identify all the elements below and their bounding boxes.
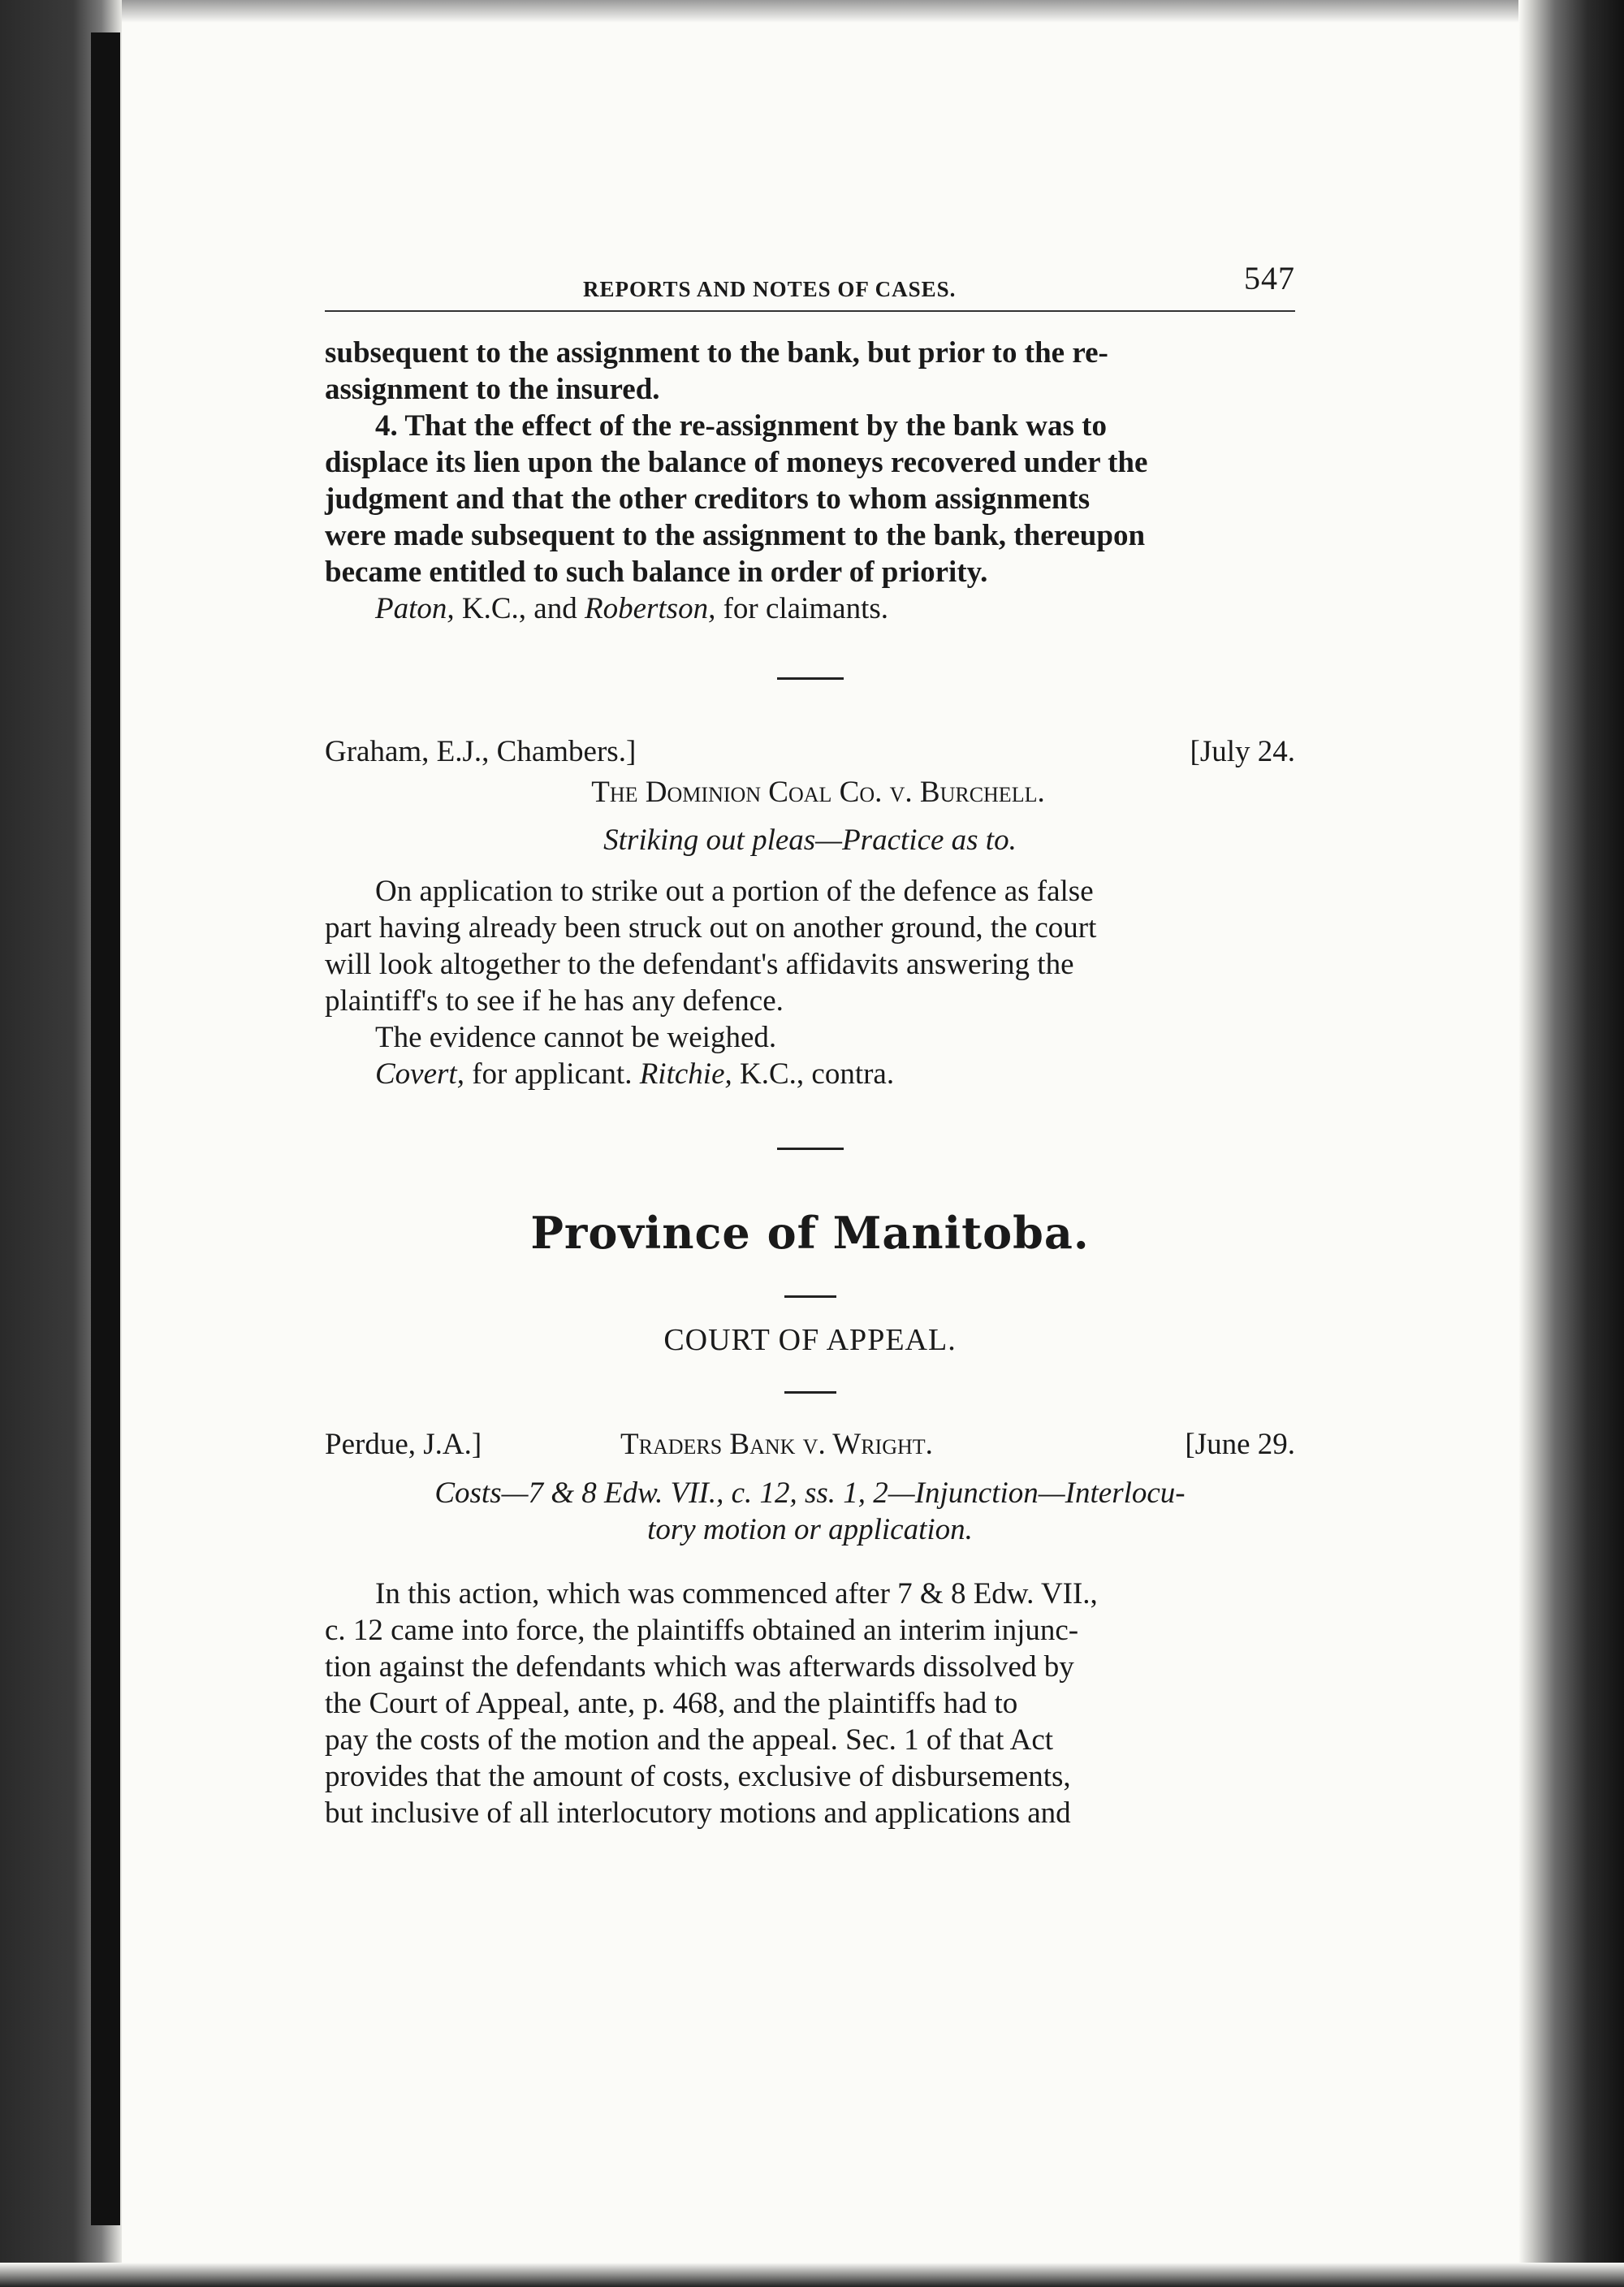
- continued-headnote: [325, 335, 1295, 590]
- counsel-text: for applicant.: [464, 1057, 640, 1091]
- case-heading: [325, 1426, 1295, 1467]
- judge: Perdue, J.A.]: [325, 1428, 482, 1461]
- counsel-line: [325, 590, 1295, 627]
- scan-shadow-bottom: [0, 2263, 1624, 2287]
- case-heading: [325, 733, 1295, 774]
- province-heading: Province of Manitoba.: [530, 1207, 1090, 1259]
- text-line: tion against the defendants which was afterwards dissolved by: [325, 1650, 1074, 1684]
- text-line: In this action, which was commenced after 7 & 8 Edw. VII.,: [375, 1577, 1098, 1610]
- counsel-name: Paton,: [375, 592, 455, 625]
- case-date: [July 24.: [1190, 735, 1295, 768]
- court-heading: COURT OF APPEAL.: [663, 1323, 957, 1357]
- counsel-text: for claimants.: [715, 592, 889, 625]
- text-line: but inclusive of all interlocutory motions and applications and: [325, 1796, 1071, 1830]
- text-line: provides that the amount of costs, exclusive of disbursements,: [325, 1760, 1071, 1793]
- case-title: Traders Bank v. Wright.: [620, 1428, 933, 1461]
- text-line: assignment to the insured.: [325, 373, 660, 406]
- text-line: displace its lien upon the balance of moneys recovered under the: [325, 446, 1148, 479]
- case-headnote: Costs—7 & 8 Edw. VII., c. 12, ss. 1, 2—Injunction—Interlocu-: [434, 1476, 1186, 1510]
- running-header: [325, 260, 1295, 300]
- scan-shadow-right: [1518, 0, 1624, 2287]
- case-headnote: Striking out pleas—Practice as to.: [603, 824, 1017, 857]
- header-rule: [325, 310, 1295, 312]
- text-line: pay the costs of the motion and the appeal. Sec. 1 of that Act: [325, 1723, 1054, 1757]
- text-line: the Court of Appeal, ante, p. 468, and the plaintiffs had to: [325, 1687, 1018, 1720]
- text-line: c. 12 came into force, the plaintiffs obtained an interim injunc-: [325, 1614, 1079, 1647]
- case-title: The Dominion Coal Co. v. Burchell.: [591, 776, 1045, 809]
- judge: Graham, E.J., Chambers.]: [325, 735, 637, 768]
- counsel-line: [325, 1056, 1295, 1092]
- text-line: The evidence cannot be weighed.: [375, 1021, 777, 1054]
- page-number: 547: [1244, 260, 1295, 296]
- case-headnote: tory motion or application.: [647, 1513, 973, 1546]
- counsel-name: Robertson,: [584, 592, 716, 625]
- counsel-name: Covert,: [375, 1057, 464, 1091]
- text-line: became entitled to such balance in order of priority.: [325, 556, 988, 589]
- text-line: subsequent to the assignment to the bank, but prior to the re-: [325, 336, 1108, 370]
- counsel-text: K.C., and: [454, 592, 585, 625]
- running-title: REPORTS AND NOTES OF CASES.: [583, 277, 957, 301]
- counsel-name: Ritchie,: [639, 1057, 732, 1091]
- text-line: On application to strike out a portion of the defence as false: [375, 875, 1094, 908]
- text-line: plaintiff's to see if he has any defence.: [325, 984, 784, 1018]
- text-line: were made subsequent to the assignment to the bank, thereupon: [325, 519, 1146, 552]
- text-line: 4. That the effect of the re-assignment by the bank was to: [375, 409, 1107, 443]
- counsel-text: K.C., contra.: [732, 1057, 895, 1091]
- text-line: judgment and that the other creditors to whom assignments: [325, 482, 1091, 516]
- case-date: [June 29.: [1185, 1428, 1295, 1461]
- text-line: part having already been struck out on another ground, the court: [325, 911, 1097, 945]
- binding-shadow: [91, 32, 120, 2225]
- page-content: [325, 260, 1295, 1831]
- text-line: will look altogether to the defendant's affidavits answering the: [325, 948, 1074, 981]
- scan-shadow-top: [0, 0, 1624, 23]
